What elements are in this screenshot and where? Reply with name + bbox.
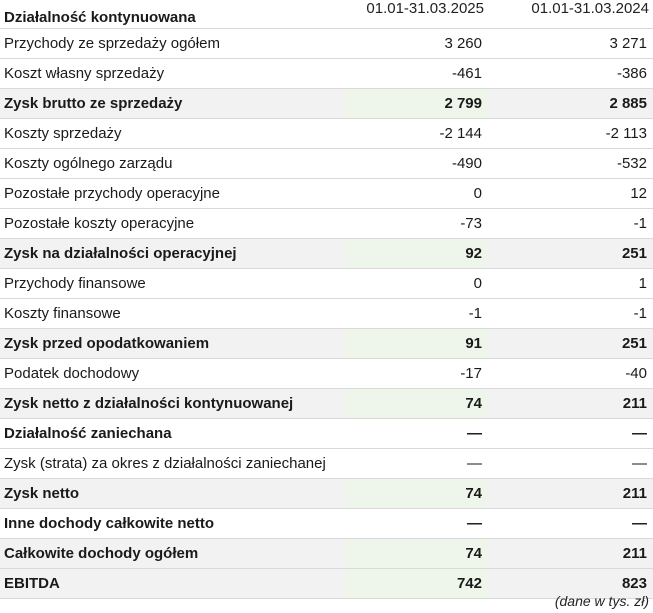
value-2024: 2 885 <box>496 89 653 119</box>
column-gap <box>488 59 496 89</box>
table-row <box>0 89 653 119</box>
value-2025: 74 <box>346 539 488 569</box>
value-2024: -40 <box>496 359 653 389</box>
table-row <box>0 209 653 239</box>
value-2024: 1 <box>496 269 653 299</box>
value-2024: 251 <box>496 329 653 359</box>
table-row <box>0 59 653 89</box>
section-title: Działalność kontynuowana <box>0 0 346 29</box>
value-2025: -490 <box>346 149 488 179</box>
value-2025: -17 <box>346 359 488 389</box>
column-gap <box>488 209 496 239</box>
column-gap <box>488 149 496 179</box>
table-row <box>0 479 653 509</box>
column-header-2024: 01.01-31.03.2024 <box>496 0 653 29</box>
table-row <box>0 149 653 179</box>
value-2024: — <box>496 509 653 539</box>
value-2024: -386 <box>496 59 653 89</box>
value-2024: 211 <box>496 389 653 419</box>
row-label: Pozostałe koszty operacyjne <box>0 209 346 239</box>
value-2024: 12 <box>496 179 653 209</box>
table-row <box>0 269 653 299</box>
row-label: Działalność zaniechana <box>0 419 346 449</box>
row-label: Koszty sprzedaży <box>0 119 346 149</box>
row-label: Koszty finansowe <box>0 299 346 329</box>
row-label: Podatek dochodowy <box>0 359 346 389</box>
column-gap <box>488 0 496 29</box>
table-row <box>0 539 653 569</box>
value-2025: -73 <box>346 209 488 239</box>
value-2025: 74 <box>346 479 488 509</box>
table-body <box>0 29 653 599</box>
value-2024: — <box>496 419 653 449</box>
value-2024: -532 <box>496 149 653 179</box>
value-2024: — <box>496 449 653 479</box>
value-2024: 211 <box>496 539 653 569</box>
table-row <box>0 29 653 59</box>
row-label: Zysk na działalności operacyjnej <box>0 239 346 269</box>
row-label: Koszt własny sprzedaży <box>0 59 346 89</box>
value-2025: 2 799 <box>346 89 488 119</box>
value-2025: — <box>346 449 488 479</box>
row-label: Zysk brutto ze sprzedaży <box>0 89 346 119</box>
table-row <box>0 179 653 209</box>
row-label: Pozostałe przychody operacyjne <box>0 179 346 209</box>
column-gap <box>488 389 496 419</box>
row-label: Zysk netto <box>0 479 346 509</box>
value-2025: -1 <box>346 299 488 329</box>
column-gap <box>488 419 496 449</box>
value-2025: 0 <box>346 179 488 209</box>
column-header-2025: 01.01-31.03.2025 <box>346 0 488 29</box>
table-row <box>0 239 653 269</box>
value-2024: -1 <box>496 209 653 239</box>
column-gap <box>488 119 496 149</box>
table-row <box>0 419 653 449</box>
value-2024: 211 <box>496 479 653 509</box>
table-row <box>0 119 653 149</box>
table-row <box>0 389 653 419</box>
column-gap <box>488 269 496 299</box>
column-gap <box>488 299 496 329</box>
row-label: EBITDA <box>0 569 346 599</box>
row-label: Zysk netto z działalności kontynuowanej <box>0 389 346 419</box>
value-2024: -2 113 <box>496 119 653 149</box>
column-gap <box>488 89 496 119</box>
table-row <box>0 329 653 359</box>
value-2025: 91 <box>346 329 488 359</box>
table-row <box>0 449 653 479</box>
column-gap <box>488 479 496 509</box>
value-2025: 3 260 <box>346 29 488 59</box>
column-gap <box>488 569 496 599</box>
table-row <box>0 359 653 389</box>
column-gap <box>488 539 496 569</box>
column-gap <box>488 509 496 539</box>
row-label: Zysk przed opodatkowaniem <box>0 329 346 359</box>
column-gap <box>488 239 496 269</box>
value-2025: 0 <box>346 269 488 299</box>
column-gap <box>488 179 496 209</box>
units-note: (dane w tys. zł) <box>554 593 649 609</box>
value-2024: 823 <box>496 569 653 599</box>
value-2024: -1 <box>496 299 653 329</box>
column-gap <box>488 329 496 359</box>
row-label: Przychody finansowe <box>0 269 346 299</box>
table-header-row <box>0 0 653 29</box>
row-label: Całkowite dochody ogółem <box>0 539 346 569</box>
value-2024: 3 271 <box>496 29 653 59</box>
row-label: Inne dochody całkowite netto <box>0 509 346 539</box>
row-label: Zysk (strata) za okres z działalności zaniechanej <box>0 449 346 479</box>
value-2024: 251 <box>496 239 653 269</box>
table-row <box>0 299 653 329</box>
table-row <box>0 509 653 539</box>
value-2025: 742 <box>346 569 488 599</box>
value-2025: -2 144 <box>346 119 488 149</box>
row-label: Przychody ze sprzedaży ogółem <box>0 29 346 59</box>
column-gap <box>488 29 496 59</box>
row-label: Koszty ogólnego zarządu <box>0 149 346 179</box>
value-2025: — <box>346 509 488 539</box>
column-gap <box>488 359 496 389</box>
value-2025: -461 <box>346 59 488 89</box>
value-2025: — <box>346 419 488 449</box>
value-2025: 92 <box>346 239 488 269</box>
value-2025: 74 <box>346 389 488 419</box>
column-gap <box>488 449 496 479</box>
